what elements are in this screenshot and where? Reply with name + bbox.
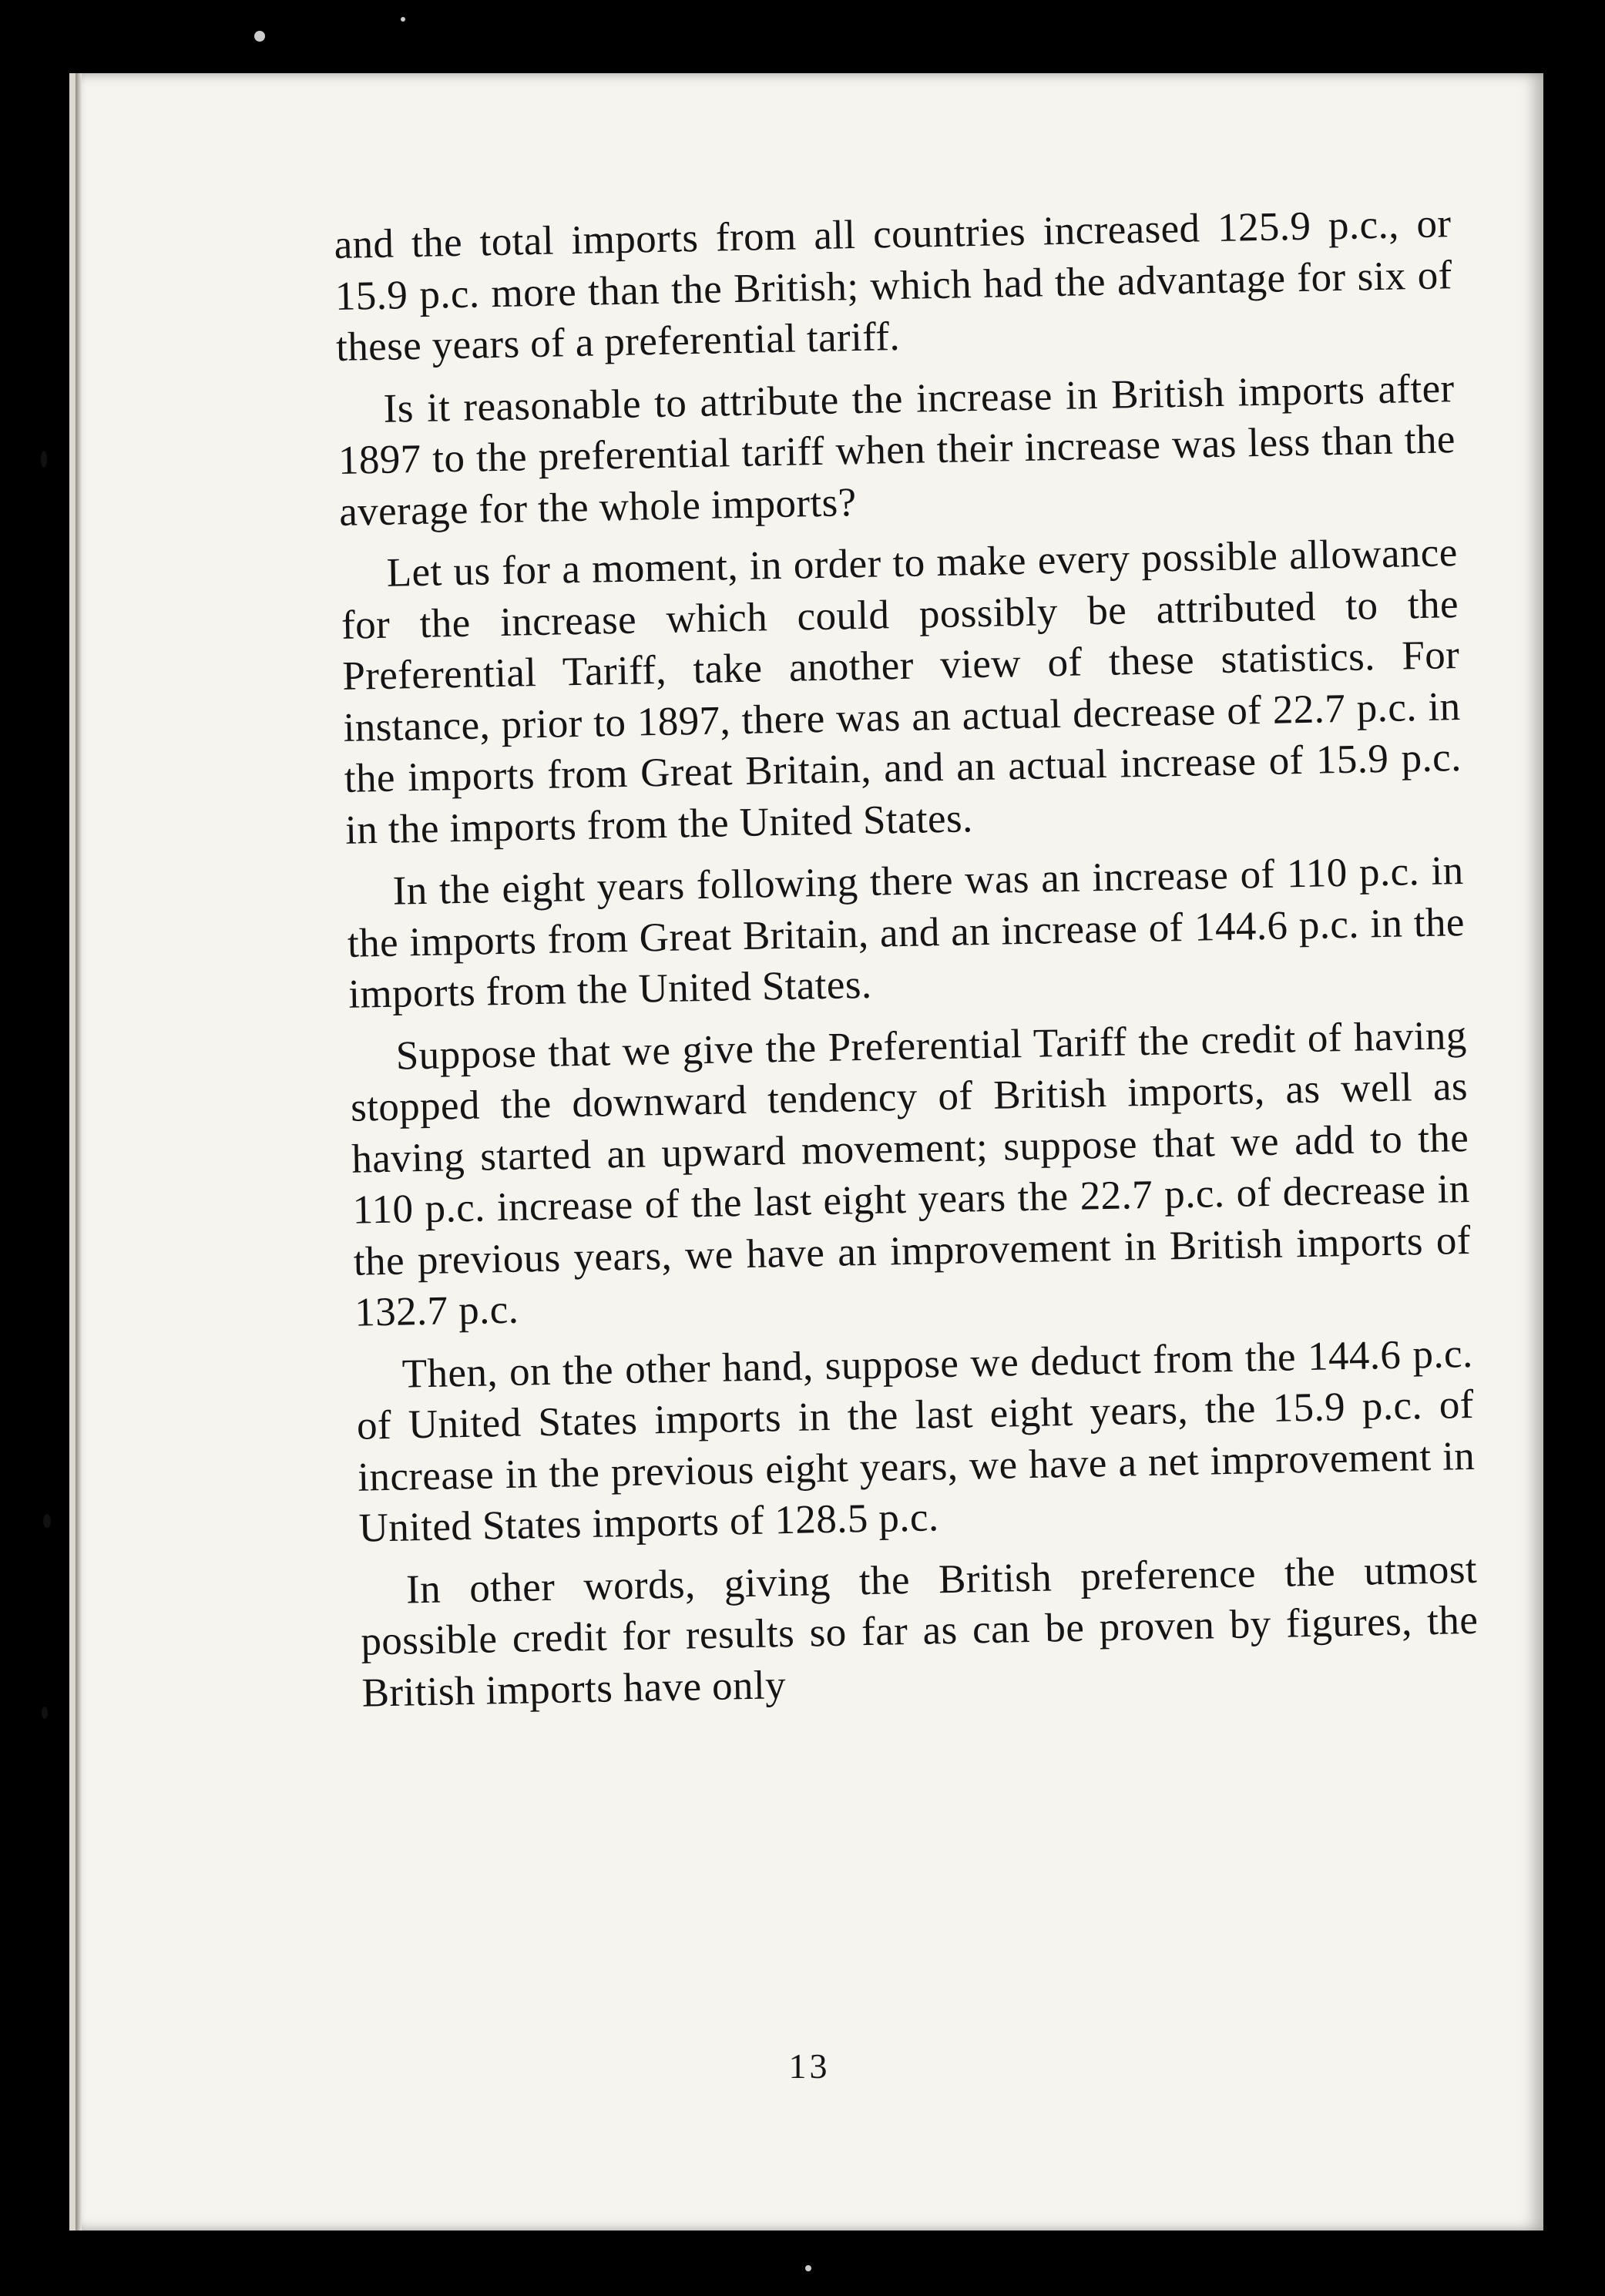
- scan-speck: [805, 2265, 811, 2271]
- paragraph: Suppose that we give the Preferential Tariff the credit of having stopped the downward tendency of British imports, as well as having started an upward movement; suppose that we add to the 110 p.c. increase of the last eight years the 22.7 p.c. of decrease in the previous years, we have an improvement in British imports of 132.7 p.c.: [350, 1012, 1472, 1335]
- page-number: 13: [788, 2046, 831, 2086]
- paragraph: In other words, giving the British preference the utmost possible credit for results so far as can be proven by figures, the British imports have only: [360, 1546, 1479, 1716]
- margin-mark: [41, 451, 47, 468]
- body-text: [334, 198, 1479, 1729]
- book-page: [69, 73, 1543, 2231]
- scan-speck: [254, 31, 265, 42]
- paragraph: Let us for a moment, in order to make every possible allowance for the increase which could possibly be attributed to the Preferential Tariff, take another view of these statistics. For instance, prior to 1897, there was an actual decrease of 22.7 p.c. in the imports from Great Britain, and an actual increase of 15.9 p.c. in the imports from the United States.: [341, 530, 1462, 853]
- paragraph: Then, on the other hand, suppose we deduct from the 144.6 p.c. of United States imports in the last eight years, the 15.9 p.c. of increase in the previous eight years, we have a net improvement in United States imports of 128.5 p.c.: [356, 1331, 1476, 1551]
- margin-mark: [43, 1514, 51, 1528]
- paragraph: Is it reasonable to attribute the increase in British imports after 1897 to the preferential tariff when their increase was less than the average for the whole imports?: [337, 365, 1456, 535]
- scan-speck: [401, 17, 405, 22]
- page-spine-edge: [76, 73, 82, 2231]
- paragraph: and the total imports from all countries increased 125.9 p.c., or 15.9 p.c. more than the British; which had the advantage for six of these years of a preferential tariff.: [334, 201, 1453, 370]
- paragraph: In the eight years following there was an increase of 110 p.c. in the imports from Great Britain, and an increase of 144.6 p.c. in the imports from the United States.: [347, 848, 1466, 1017]
- margin-mark: [42, 1707, 48, 1719]
